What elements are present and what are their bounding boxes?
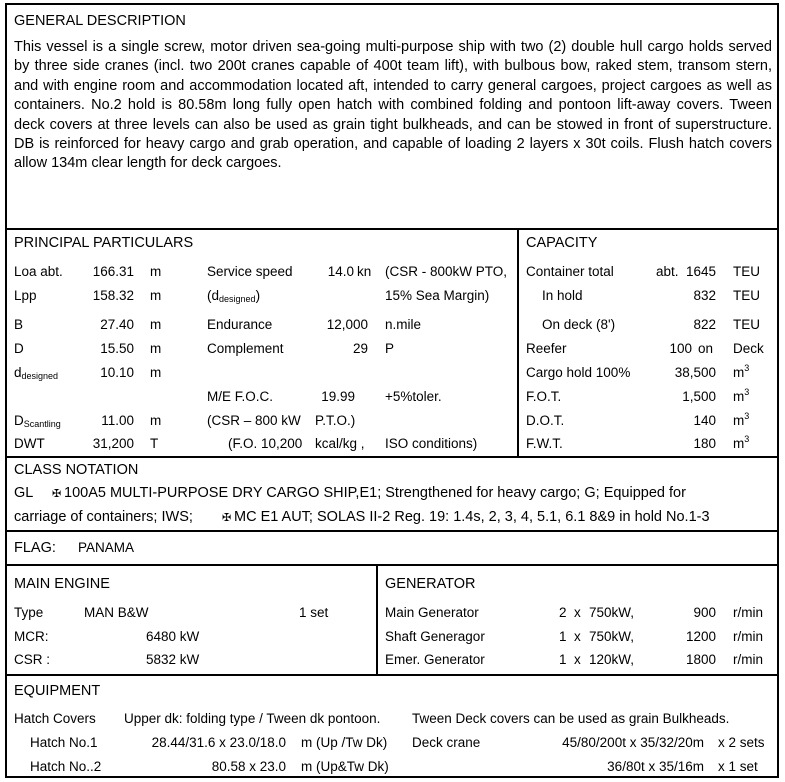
speed-unit: kn (357, 264, 372, 279)
divider (5, 674, 779, 676)
draft-designed-unit: m (150, 365, 162, 380)
speed-label: Service speed (207, 264, 293, 279)
on-deck-value: 822 (693, 317, 716, 332)
csr-value: 5832 kW (146, 652, 200, 667)
hatch2-value: 80.58 x 23.0 (211, 759, 286, 774)
flag-value: PANAMA (78, 540, 135, 555)
crane2-qty: x 1 set (718, 759, 758, 774)
draft-designed-label: $d_{designed}$ (14, 365, 59, 381)
draft-scantling-value: 11.00 (101, 413, 134, 428)
csr-pto-note-b: P.T.O.) (315, 413, 356, 428)
foc-label: M/E F.O.C. (207, 389, 274, 404)
generator-x: x (574, 605, 581, 620)
reefer-value: 100 (669, 341, 692, 356)
class-notation-line1: 100A5 MULTI-PURPOSE DRY CARGO SHIP,E1; Strengthened for heavy cargo; G; Equipped for (64, 485, 686, 501)
complement-value: 29 (352, 341, 368, 356)
fwt-unit: $m^3$ (733, 434, 750, 451)
cargo-hold-value: 38,500 (674, 365, 716, 380)
generator-rpm: 1200 (685, 629, 716, 644)
endurance-unit: n.mile (385, 317, 422, 332)
crane1-value: 45/80/200t x 35/32/20m (562, 735, 704, 750)
depth-value: 15.50 (100, 341, 134, 356)
crane2-value: 36/80t x 35/16m (607, 759, 704, 774)
dot-label: D.O.T. (526, 413, 565, 428)
reefer-on: on (698, 341, 714, 356)
section-title-capacity: CAPACITY (526, 235, 598, 251)
breadth-label: B (14, 317, 24, 332)
generator-rpm: 900 (693, 605, 716, 620)
in-hold-value: 832 (693, 288, 716, 303)
speed-condition: $(d_{designed})$ (207, 288, 261, 304)
generator-qty: 2 (559, 605, 567, 620)
mcr-value: 6480 kW (146, 629, 200, 644)
generator-qty: 1 (559, 652, 567, 667)
container-total-value: 1645 (685, 264, 716, 279)
generator-power: 120kW, (589, 652, 635, 667)
dwt-value: 31,200 (92, 436, 134, 451)
sea-margin-note: 15% Sea Margin) (385, 288, 490, 303)
generator-power: 750kW, (589, 605, 635, 620)
reefer-unit: Deck (733, 341, 764, 356)
endurance-label: Endurance (207, 317, 273, 332)
in-hold-label: In hold (542, 288, 583, 303)
fot-unit: $m^3$ (733, 387, 750, 404)
generator-x: x (574, 652, 581, 667)
fo-note-b: kcal/kg , (315, 436, 365, 451)
container-total-label: Container total (526, 264, 614, 279)
generator-x: x (574, 629, 581, 644)
loa-value: 166.31 (92, 264, 134, 279)
lpp-label: Lpp (14, 288, 37, 303)
cargo-hold-unit: $m^3$ (733, 363, 750, 380)
generator-power: 750kW, (589, 629, 635, 644)
engine-quantity: 1 set (299, 605, 329, 620)
fwt-value: 180 (693, 436, 716, 451)
draft-designed-value: 10.10 (100, 365, 134, 380)
draft-scantling-label: $D_{Scantling}$ (14, 413, 61, 429)
flag-label: FLAG: (14, 540, 56, 556)
hatch1-unit: m (Up /Tw Dk) (301, 735, 388, 750)
divider (5, 564, 779, 566)
speed-note: (CSR - 800kW PTO, (385, 264, 508, 279)
container-abt: abt. (656, 264, 679, 279)
generator-label: Main Generator (385, 605, 479, 620)
divider (5, 530, 779, 532)
container-total-unit: TEU (733, 264, 760, 279)
mcr-label: MCR: (14, 629, 49, 644)
on-deck-unit: TEU (733, 317, 760, 332)
depth-label: D (14, 341, 24, 356)
loa-unit: m (150, 264, 162, 279)
breadth-value: 27.40 (100, 317, 134, 332)
depth-unit: m (150, 341, 162, 356)
generator-label: Shaft Generagor (385, 629, 485, 644)
csr-pto-note: (CSR – 800 kW (207, 413, 301, 428)
generator-unit: r/min (733, 629, 763, 644)
section-title-class: CLASS NOTATION (14, 462, 139, 478)
dot-value: 140 (693, 413, 716, 428)
class-society: GL (14, 485, 34, 501)
fo-note-c: ISO conditions) (385, 436, 478, 451)
generator-unit: r/min (733, 605, 763, 620)
hatch1-value: 28.44/31.6 x 23.0/18.0 (151, 735, 286, 750)
divider (5, 228, 779, 230)
deck-crane-label: Deck crane (412, 735, 481, 750)
section-title-general: GENERAL DESCRIPTION (14, 13, 186, 29)
hatch2-unit: m (Up&Tw Dk) (301, 759, 389, 774)
engine-type-value: MAN B&W (84, 605, 149, 620)
tween-deck-note: Tween Deck covers can be used as grain Bulkheads. (412, 711, 730, 726)
complement-label: Complement (207, 341, 284, 356)
on-deck-label: On deck (8') (542, 317, 616, 332)
reefer-label: Reefer (526, 341, 567, 356)
breadth-unit: m (150, 317, 162, 332)
fot-value: 1,500 (682, 389, 716, 404)
generator-rpm: 1800 (685, 652, 716, 667)
class-notation-line2a: carriage of containers; IWS; (14, 509, 193, 525)
draft-scantling-unit: m (150, 413, 162, 428)
foc-tolerance: +5%toler. (385, 389, 442, 404)
fwt-label: F.W.T. (526, 436, 563, 451)
section-title-equipment: EQUIPMENT (14, 683, 101, 699)
divider (517, 228, 519, 458)
engine-type-label: Type (14, 605, 44, 620)
dwt-unit: T (150, 436, 159, 451)
hatch-covers-label: Hatch Covers (14, 711, 96, 726)
speed-value: 14.0 (327, 264, 354, 279)
maltese-cross-icon: ✠ (52, 488, 62, 500)
divider (376, 564, 378, 676)
hatch-covers-desc: Upper dk: folding type / Tween dk pontoon. (124, 711, 381, 726)
dwt-label: DWT (14, 436, 45, 451)
section-title-main-engine: MAIN ENGINE (14, 576, 110, 592)
generator-label: Emer. Generator (385, 652, 485, 667)
general-description-text: This vessel is a single screw, motor driven sea-going multi-purpose ship with two (2) double hull cargo holds served by three side cranes (incl. two 200t cranes capable of 400t team lift), with bulbous bow, raked stem, transom stern, and with engine room and accommodation located aft, intended to carry general cargoes, project cargoes as well as containers. No.2 hold is 80.58m long fully open hatch with combined folding and pontoon lift-away covers. Tween deck covers at three levels can also be used as grain tight bulkheads, and can be stowed in front of superstructure. DB is reinforced for heavy cargo and grab operation, and capable of loading 2 layers x 30t coils. Flush hatch covers allow 134m clear length for deck cargoes. (14, 39, 772, 172)
generator-unit: r/min (733, 652, 763, 667)
in-hold-unit: TEU (733, 288, 760, 303)
hatch2-label: Hatch No..2 (30, 759, 102, 774)
hatch1-label: Hatch No.1 (30, 735, 98, 750)
lpp-value: 158.32 (92, 288, 134, 303)
fot-label: F.O.T. (526, 389, 562, 404)
class-notation-line2b: MC E1 AUT; SOLAS II-2 Reg. 19: 1.4s, 2, 3, 4, 5.1, 6.1 8&9 in hold No.1-3 (234, 509, 710, 525)
section-title-generator: GENERATOR (385, 576, 476, 592)
loa-label: Loa abt. (14, 264, 63, 279)
section-title-principal: PRINCIPAL PARTICULARS (14, 235, 194, 251)
generator-qty: 1 (559, 629, 567, 644)
divider (5, 456, 779, 458)
cargo-hold-label: Cargo hold 100% (526, 365, 631, 380)
crane1-qty: x 2 sets (718, 735, 765, 750)
dot-unit: $m^3$ (733, 411, 750, 428)
fo-note: (F.O. 10,200 (228, 436, 303, 451)
endurance-value: 12,000 (326, 317, 368, 332)
maltese-cross-icon: ✠ (222, 512, 232, 524)
lpp-unit: m (150, 288, 162, 303)
complement-unit: P (385, 341, 395, 356)
csr-label: CSR : (14, 652, 51, 667)
foc-value: 19.99 (321, 389, 355, 404)
